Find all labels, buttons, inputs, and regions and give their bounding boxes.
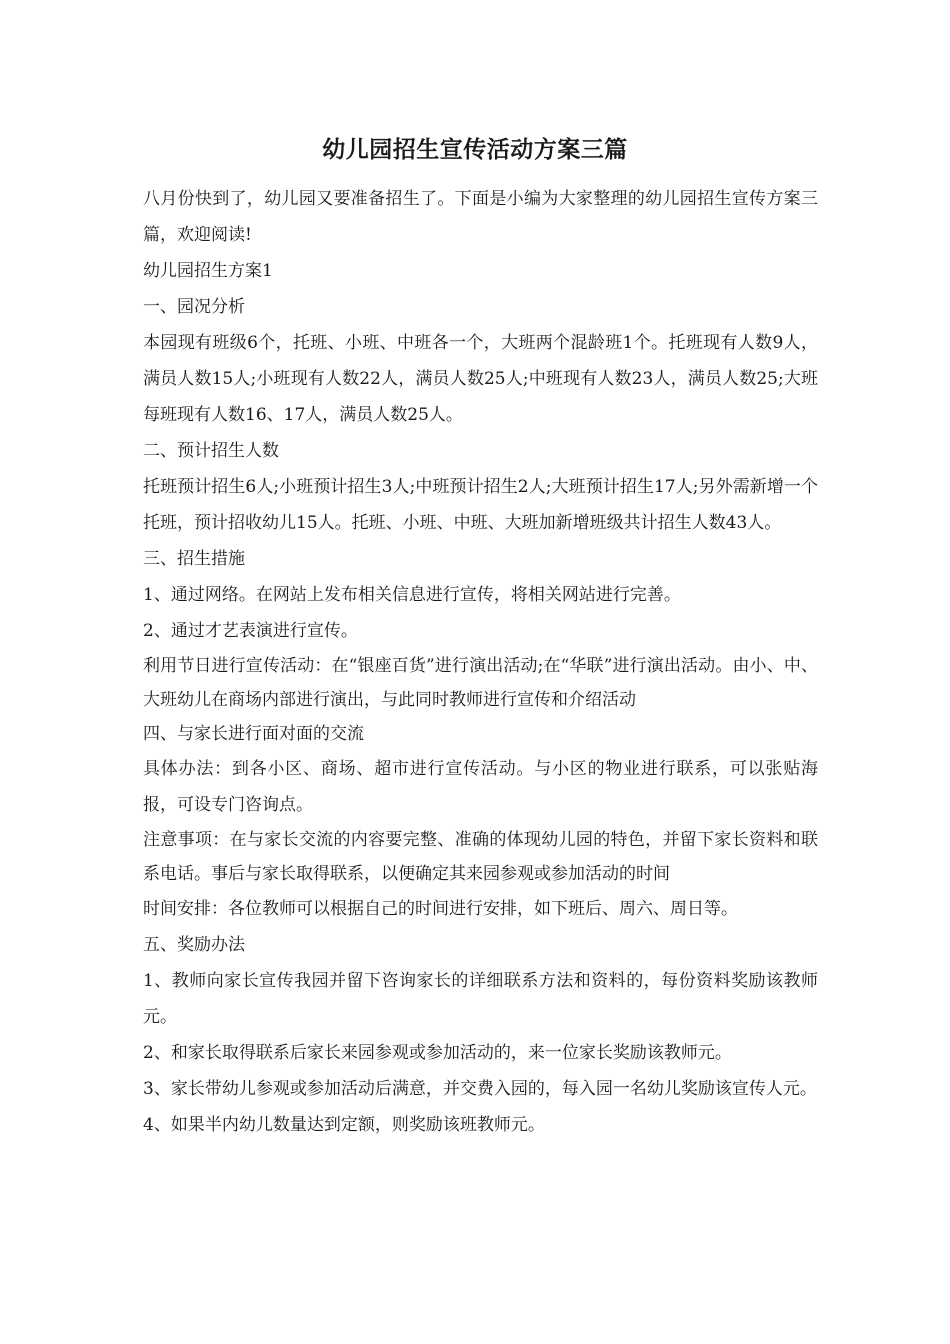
list-item: 1、教师向家长宣传我园并留下咨询家长的详细联系方法和资料的，每份资料奖励该教师元。 [143, 971, 818, 1027]
paragraph: 具体办法：到各小区、商场、超市进行宣传活动。与小区的物业进行联系，可以张贴海报，可设专门咨询点。 [143, 759, 818, 815]
section-heading-5: 五、奖励办法 [143, 935, 245, 955]
list-item: 2、和家长取得联系后家长来园参观或参加活动的，来一位家长奖励该教师元。 [143, 1043, 732, 1063]
section-heading-1: 一、园况分析 [143, 297, 245, 317]
paragraph: 托班预计招生6人;小班预计招生3人;中班预计招生2人;大班预计招生17人;另外需新增一个托班，预计招收幼儿15人。托班、小班、中班、大班加新增班级共计招生人数43人。 [143, 477, 818, 533]
list-item: 3、家长带幼儿参观或参加活动后满意，并交费入园的，每入园一名幼儿奖励该宣传人元。 [143, 1079, 817, 1099]
intro-paragraph: 八月份快到了，幼儿园又要准备招生了。下面是小编为大家整理的幼儿园招生宣传方案三篇，欢迎阅读! [143, 189, 818, 245]
paragraph: 注意事项：在与家长交流的内容要完整、准确的体现幼儿园的特色，并留下家长资料和联系电话。事后与家长取得联系，以便确定其来园参观或参加活动的时间 [143, 830, 818, 884]
section-heading-2: 二、预计招生人数 [143, 441, 279, 461]
list-item: 4、如果半内幼儿数量达到定额，则奖励该班教师元。 [143, 1115, 545, 1135]
document-body [143, 181, 818, 1143]
paragraph: 本园现有班级6个，托班、小班、中班各一个，大班两个混龄班1个。托班现有人数9人，满员人数15人;小班现有人数22人，满员人数25人;中班现有人数23人，满员人数25;大班每班现有人数16、17人，满员人数25人。 [143, 333, 818, 425]
plan-heading: 幼儿园招生方案1 [143, 261, 273, 281]
section-heading-4: 四、与家长进行面对面的交流 [143, 724, 364, 744]
list-item: 2、通过才艺表演进行宣传。 [143, 621, 358, 641]
list-item: 1、通过网络。在网站上发布相关信息进行宣传，将相关网站进行完善。 [143, 585, 681, 605]
paragraph: 利用节日进行宣传活动：在“银座百货”进行演出活动;在“华联”进行演出活动。由小、中、大班幼儿在商场内部进行演出，与此同时教师进行宣传和介绍活动 [143, 656, 818, 710]
document-title: 幼儿园招生宣传活动方案三篇 [322, 136, 628, 163]
paragraph: 时间安排：各位教师可以根据自己的时间进行安排，如下班后、周六、周日等。 [143, 899, 738, 919]
section-heading-3: 三、招生措施 [143, 549, 245, 569]
